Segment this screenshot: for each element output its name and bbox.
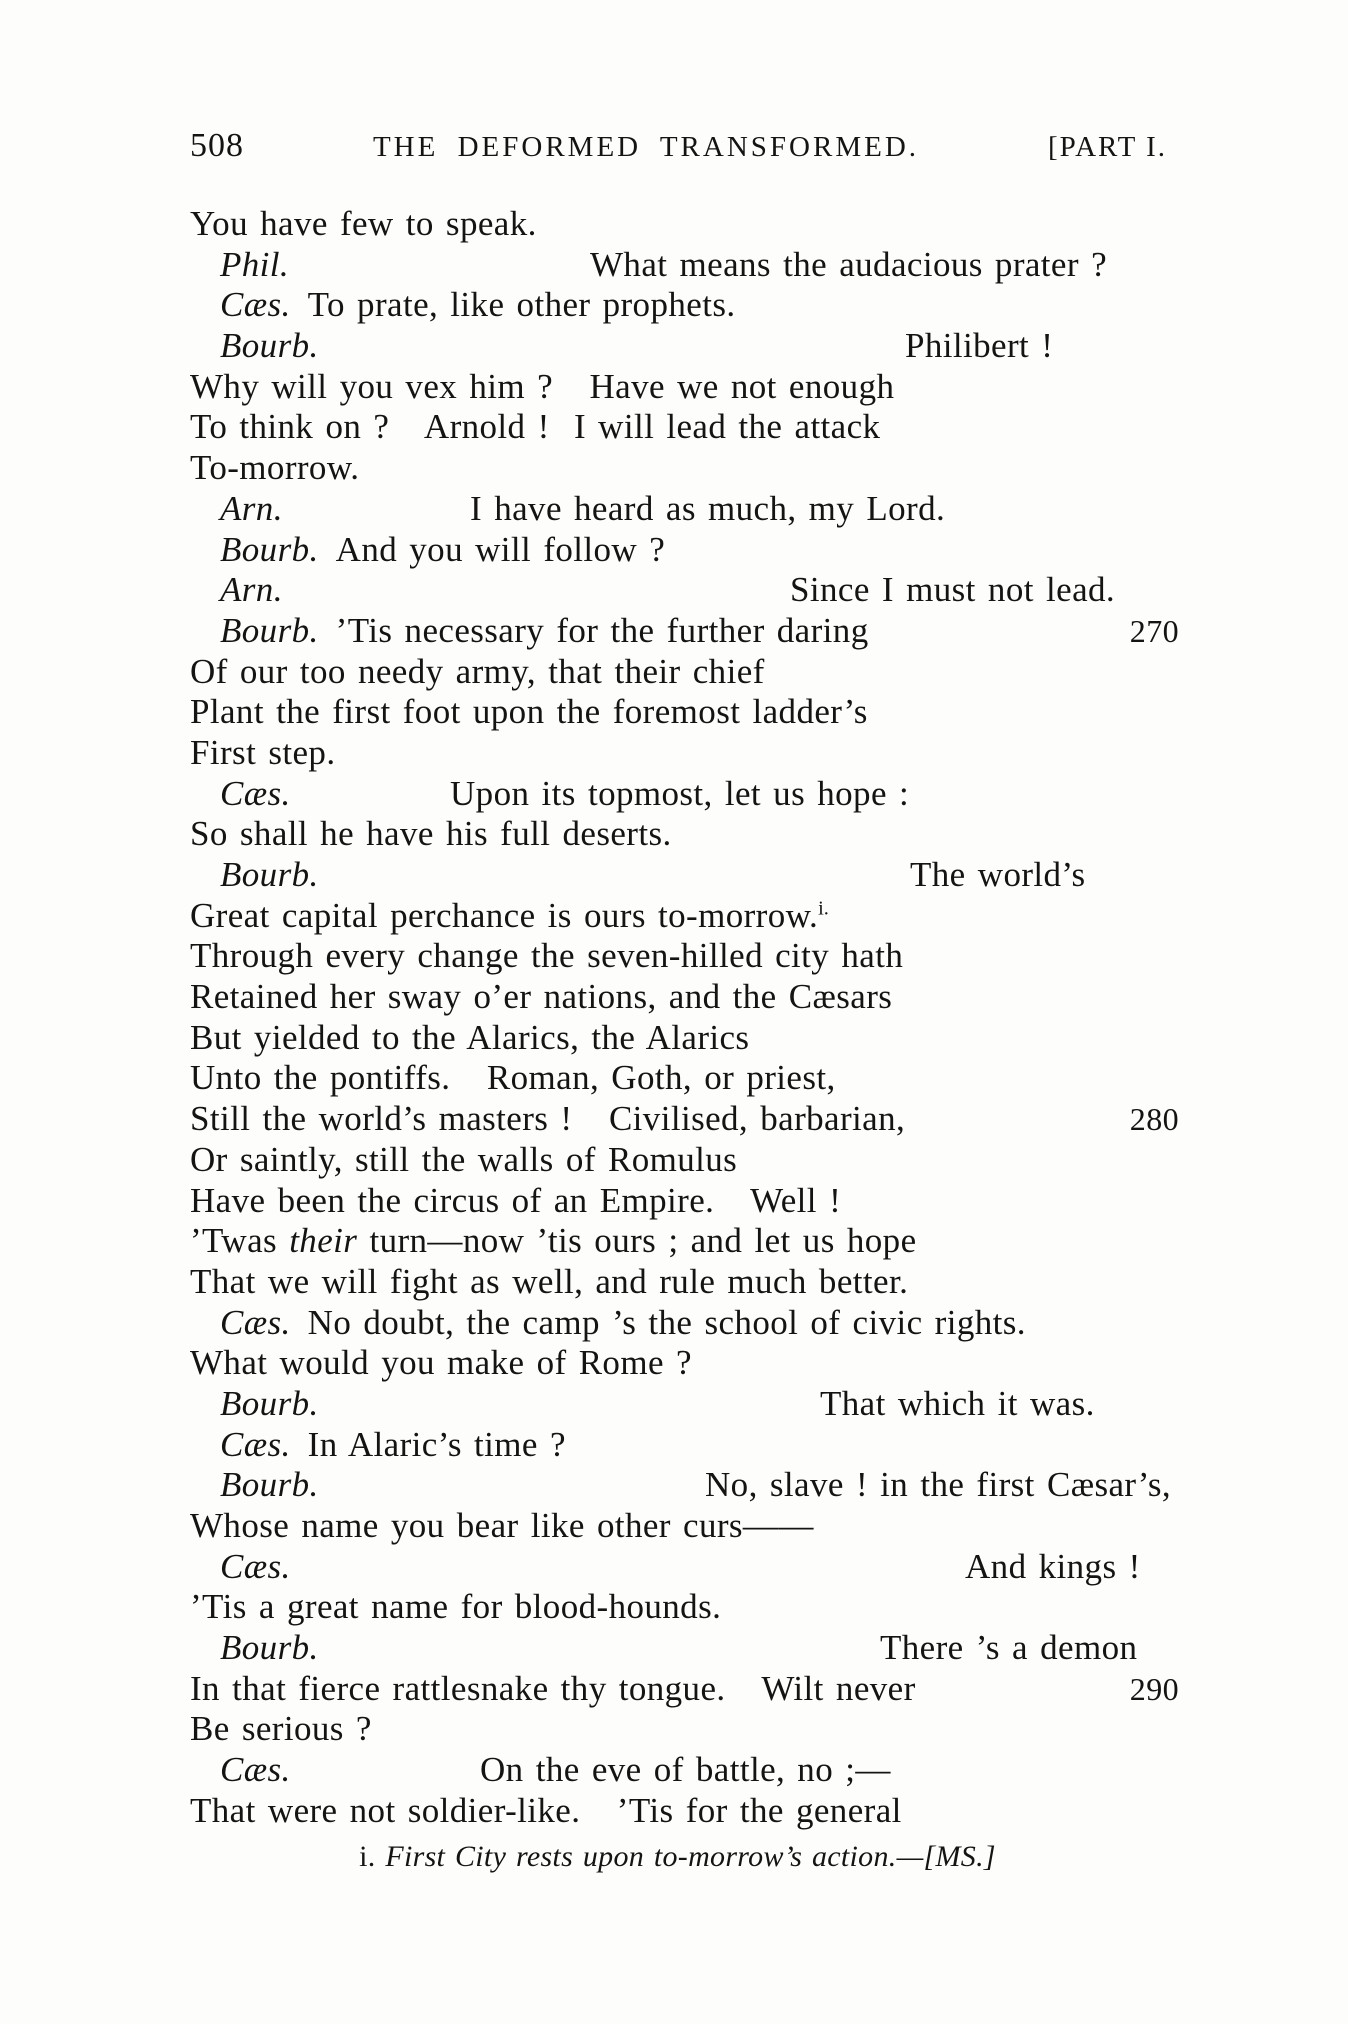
verse-line xyxy=(190,1181,1165,1222)
verse-line xyxy=(190,367,1165,408)
verse-line xyxy=(190,1750,1165,1791)
text-segment: ’Tis a great name for blood-hounds. xyxy=(190,1587,722,1627)
verse-line xyxy=(190,285,1165,326)
page-header xyxy=(190,127,1167,169)
text-segment: But yielded to the Alarics, the Alarics xyxy=(190,1017,750,1057)
footnote xyxy=(190,1840,1165,1874)
verse-line xyxy=(190,774,1165,815)
verse-text xyxy=(190,896,829,935)
verse-text xyxy=(190,1181,841,1220)
verse-text xyxy=(190,977,892,1016)
verse-line xyxy=(190,1099,1179,1140)
verse-line xyxy=(190,733,1165,774)
verse-text xyxy=(308,285,736,324)
text-segment: That which it was. xyxy=(820,1383,1095,1423)
text-segment: ’Tis necessary for the further daring xyxy=(335,610,869,650)
verse-text xyxy=(190,652,765,691)
verse-line-number: 280 xyxy=(1129,1101,1179,1138)
text-segment: So shall he have his full deserts. xyxy=(190,814,672,854)
speaker-name: Phil. xyxy=(220,244,290,284)
footnote-marker: i. xyxy=(818,897,829,920)
verse-line xyxy=(190,1668,1179,1710)
verse-line-number: 270 xyxy=(1129,612,1179,649)
text-segment: What means the audacious prater ? xyxy=(590,244,1108,284)
speaker-name: Bourb. xyxy=(220,1383,319,1423)
verse-text xyxy=(790,570,1115,611)
verse-line-number: 290 xyxy=(1129,1670,1179,1707)
speaker-name: Cæs. xyxy=(220,285,291,325)
running-title: THE DEFORMED TRANSFORMED. xyxy=(372,131,920,163)
speaker-name: Cæs. xyxy=(220,773,291,813)
verse-line xyxy=(190,936,1165,977)
speaker-name: Bourb. xyxy=(220,326,319,366)
verse-line xyxy=(190,204,1165,245)
text-segment: Still the world’s masters ! Civilised, barbarian, xyxy=(190,1099,906,1139)
text-segment: Of our too needy army, that their chief xyxy=(190,651,765,691)
speaker-name: Arn. xyxy=(220,570,283,610)
verse-text xyxy=(336,611,869,650)
verse-text xyxy=(190,1058,836,1097)
text-segment: There ’s a demon xyxy=(880,1628,1138,1668)
verse-line xyxy=(190,1547,1165,1588)
verse-line xyxy=(190,652,1165,693)
verse-line xyxy=(190,489,1165,530)
verse-line xyxy=(190,692,1165,733)
verse-line xyxy=(190,1262,1165,1303)
text-segment: First City rests upon to-morrow’s action.—[MS.] xyxy=(385,1840,996,1873)
verse-text xyxy=(336,530,666,569)
text-segment: Whose name you bear like other curs—— xyxy=(190,1506,814,1545)
text-segment: Be serious ? xyxy=(190,1709,372,1749)
text-segment: Upon its topmost, let us hope : xyxy=(450,773,910,813)
verse-text xyxy=(190,692,868,731)
text-segment: their xyxy=(289,1221,358,1261)
text-segment: On the eve of battle, no ;— xyxy=(480,1750,891,1790)
verse-text xyxy=(190,1506,814,1545)
speaker-name: Arn. xyxy=(220,488,283,528)
verse-lines xyxy=(190,204,1179,1832)
text-segment: To prate, like other prophets. xyxy=(307,285,736,325)
verse-text xyxy=(308,1303,1026,1342)
text-segment: Through every change the seven-hilled city hath xyxy=(190,936,904,976)
verse-text xyxy=(308,1425,566,1464)
verse-line xyxy=(190,448,1165,489)
text-segment: In Alaric’s time ? xyxy=(307,1424,566,1464)
speaker-name: Cæs. xyxy=(220,1302,291,1342)
verse-line xyxy=(190,1058,1165,1099)
verse-line xyxy=(190,1221,1165,1262)
speaker-name: Bourb. xyxy=(220,1465,319,1505)
verse-text xyxy=(190,448,359,487)
verse-line xyxy=(190,1791,1165,1832)
text-segment: That were not soldier-like. ’Tis for the general xyxy=(190,1790,902,1830)
part-label: [PART I. xyxy=(1047,131,1167,163)
speaker-name: Bourb. xyxy=(220,1628,319,1668)
text-segment: In that fierce rattlesnake thy tongue. Wilt never xyxy=(190,1668,916,1708)
verse-text xyxy=(450,774,909,815)
text-segment: Have been the circus of an Empire. Well ! xyxy=(190,1180,842,1220)
verse-text xyxy=(190,1587,721,1626)
verse-text xyxy=(705,1465,1171,1506)
verse-text xyxy=(965,1547,1141,1588)
verse-line xyxy=(190,1343,1165,1384)
verse-line xyxy=(190,1140,1165,1181)
verse-text xyxy=(190,814,672,853)
verse-text xyxy=(470,489,945,530)
text-segment: Since I must not lead. xyxy=(790,570,1116,610)
text-segment: Unto the pontiffs. Roman, Goth, or priest, xyxy=(190,1058,836,1098)
verse-text xyxy=(190,1018,749,1057)
verse-line xyxy=(190,855,1165,896)
verse-text xyxy=(190,936,903,975)
text-segment: Retained her sway o’er nations, and the Cæsars xyxy=(190,977,893,1017)
text-segment: And you will follow ? xyxy=(335,529,666,569)
verse-line xyxy=(190,1506,1165,1547)
text-segment: ’Twas xyxy=(190,1221,290,1261)
verse-text xyxy=(190,1221,917,1260)
verse-line xyxy=(190,1384,1165,1425)
speaker-name: Cæs. xyxy=(220,1750,291,1790)
verse-text xyxy=(190,1669,916,1708)
text-segment: First step. xyxy=(190,732,336,772)
text-segment: Plant the first foot upon the foremost ladder’s xyxy=(190,692,868,732)
verse-text xyxy=(190,407,880,446)
text-segment: You have few to speak. xyxy=(190,204,537,243)
verse-text xyxy=(190,1140,737,1179)
verse-text xyxy=(820,1384,1095,1425)
speaker-name: Cæs. xyxy=(220,1546,291,1586)
verse-text xyxy=(480,1750,891,1791)
verse-line xyxy=(190,610,1179,652)
verse-line xyxy=(190,1709,1165,1750)
speaker-name: Cæs. xyxy=(220,1424,291,1464)
verse-text xyxy=(190,1099,905,1138)
verse-line xyxy=(190,1018,1165,1059)
text-segment: No doubt, the camp ’s the school of civic rights. xyxy=(307,1302,1026,1342)
text-segment: Philibert ! xyxy=(905,326,1054,366)
speaker-name: Bourb. xyxy=(220,529,319,569)
text-segment: Great capital perchance is ours to-morrow. xyxy=(190,895,819,935)
verse-line xyxy=(190,1587,1165,1628)
text-segment: I have heard as much, my Lord. xyxy=(470,488,946,528)
verse-line xyxy=(190,570,1165,611)
text-segment: What would you make of Rome ? xyxy=(190,1343,692,1383)
verse-text xyxy=(905,326,1053,367)
verse-text xyxy=(190,367,894,406)
verse-text xyxy=(880,1628,1137,1669)
text-segment: Why will you vex him ? Have we not enough xyxy=(190,366,895,406)
verse-text xyxy=(190,1262,908,1301)
verse-text xyxy=(190,733,335,772)
verse-text xyxy=(190,1709,372,1748)
verse-text xyxy=(190,1343,692,1382)
page-number: 508 xyxy=(190,127,244,164)
verse-line xyxy=(190,814,1165,855)
text-segment: turn—now ’tis ours ; and let us hope xyxy=(357,1221,917,1261)
verse-line xyxy=(190,530,1165,571)
verse-line xyxy=(190,1628,1165,1669)
text-segment: No, slave ! in the first Cæsar’s, xyxy=(705,1465,1172,1505)
verse-line xyxy=(190,1303,1165,1344)
verse-text xyxy=(590,245,1107,286)
verse-line xyxy=(190,326,1165,367)
verse-text xyxy=(190,1791,902,1830)
verse-line xyxy=(190,245,1165,286)
verse-line xyxy=(190,896,1165,937)
text-segment: To think on ? Arnold ! I will lead the attack xyxy=(190,407,881,447)
verse-line xyxy=(190,407,1165,448)
text-segment: To-morrow. xyxy=(190,448,360,488)
speaker-name: Bourb. xyxy=(220,855,319,894)
text-segment: Or saintly, still the walls of Romulus xyxy=(190,1139,738,1179)
text-segment: The world’s xyxy=(910,855,1086,894)
verse-text xyxy=(190,204,537,243)
verse-text xyxy=(910,855,1086,896)
text-segment: i. xyxy=(359,1840,386,1873)
verse-line xyxy=(190,1465,1172,1506)
text-segment: That we will fight as well, and rule much better. xyxy=(190,1261,909,1301)
verse-line xyxy=(190,1425,1165,1466)
verse-line xyxy=(190,977,1165,1018)
speaker-name: Bourb. xyxy=(220,610,319,650)
text-segment: And kings ! xyxy=(965,1546,1141,1586)
